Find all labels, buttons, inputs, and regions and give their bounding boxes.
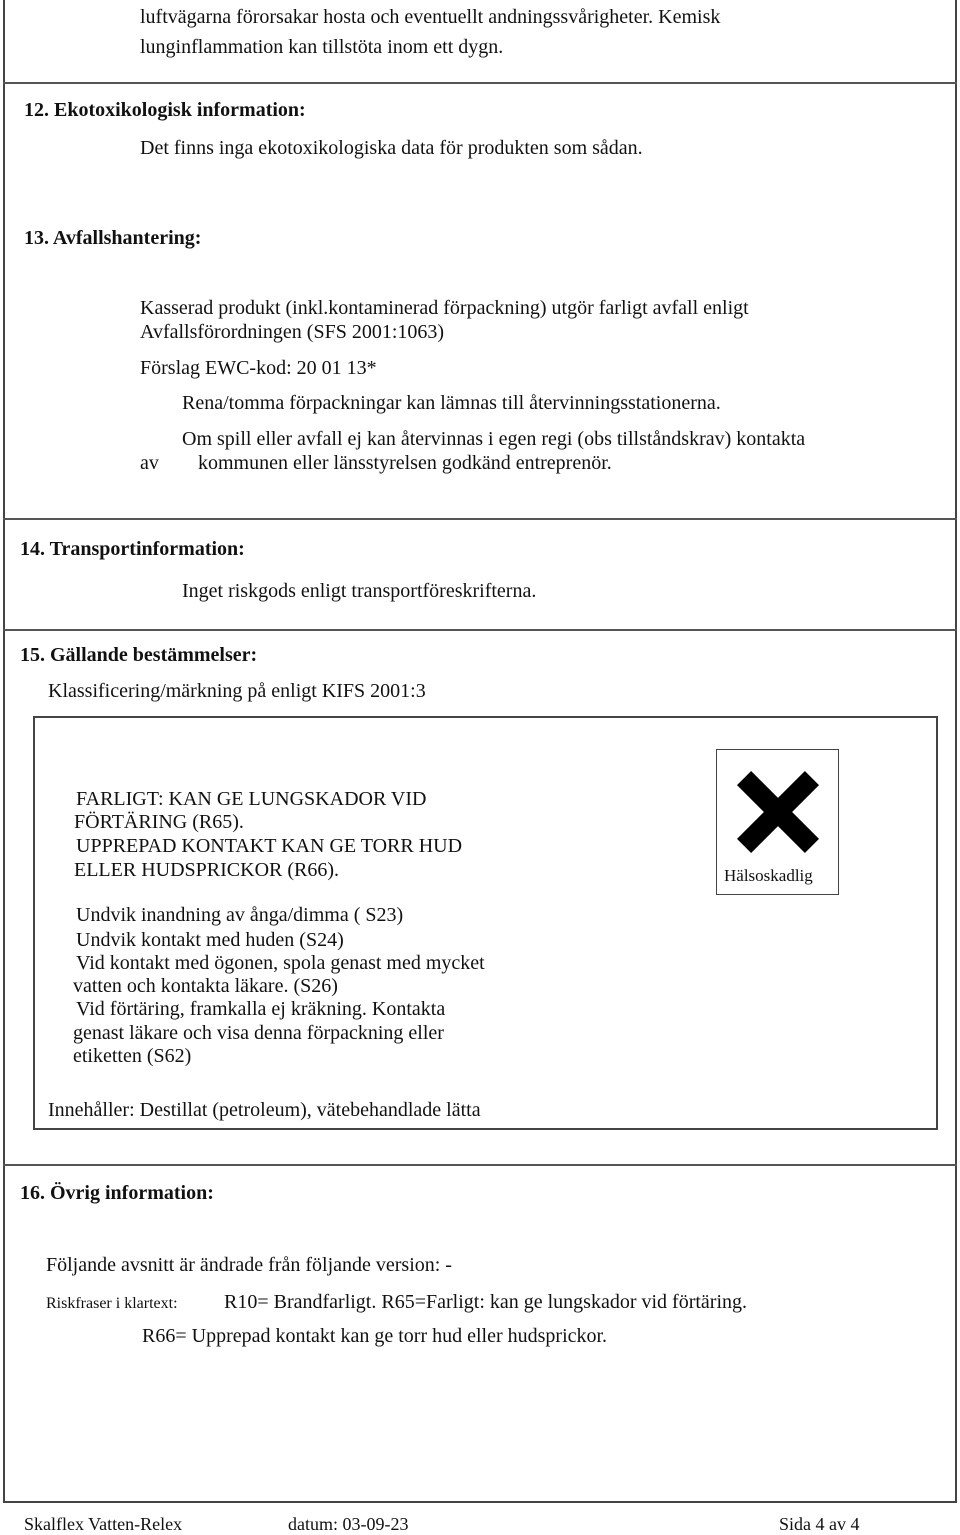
safety-phrase-2: Undvik kontakt med huden (S24) [76,929,344,951]
divider [3,82,957,84]
section-15-heading: 15. Gällande bestämmelser: [20,644,258,666]
rena-text: Rena/tomma förpackningar kan lämnas till återvinningsstationerna. [182,392,721,414]
spill-text-av: av [140,452,159,474]
safety-phrase-7: etiketten (S62) [73,1045,192,1067]
warning-line-3: UPPREPAD KONTAKT KAN GE TORR HUD [76,835,463,857]
safety-phrase-6: genast läkare och visa denna förpackning eller [73,1022,444,1044]
contains-text: Innehåller: Destillat (petroleum), vätebehandlade lätta [48,1099,481,1121]
section-14-heading: 14. Transportinformation: [20,538,245,560]
safety-phrase-5: Vid förtäring, framkalla ej kräkning. Kontakta [76,998,446,1020]
hazard-symbol-box [716,749,839,895]
safety-phrase-4: vatten och kontakta läkare. (S26) [73,975,338,997]
spill-text-line-2: kommunen eller länsstyrelsen godkänd entreprenör. [198,452,612,474]
section-15-subheading: Klassificering/märkning på enligt KIFS 2001:3 [48,680,426,702]
divider [3,1164,957,1166]
footer-date: datum: 03-09-23 [288,1514,409,1534]
risk-phrases-line-1: R10= Brandfarligt. R65=Farligt: kan ge lungskador vid förtäring. [224,1291,748,1313]
section-13-line-2: Avfallsförordningen (SFS 2001:1063) [140,321,445,343]
footer-page: Sida 4 av 4 [779,1514,860,1534]
warning-line-4: ELLER HUDSPRICKOR (R66). [74,859,340,881]
footer-product: Skalflex Vatten-Relex [24,1514,183,1534]
section-12-heading: 12. Ekotoxikologisk information: [24,99,306,121]
divider [3,518,957,520]
hazard-symbol-caption: Hälsoskadlig [724,866,813,885]
section-14-text: Inget riskgods enligt transportföreskrifterna. [182,580,537,602]
spill-text-line-1: Om spill eller avfall ej kan återvinnas i egen regi (obs tillståndskrav) kontakta [182,428,806,450]
risk-phrases-label: Riskfraser i klartext: [46,1295,178,1312]
warning-line-1: FARLIGT: KAN GE LUNGSKADOR VID [76,788,427,810]
ewc-code: Förslag EWC-kod: 20 01 13* [140,357,377,379]
safety-phrase-3: Vid kontakt med ögonen, spola genast med mycket [76,952,485,974]
risk-phrases-line-2: R66= Upprepad kontakt kan ge torr hud eller hudsprickor. [142,1325,608,1347]
hazard-x-icon [718,754,838,874]
warning-line-2: FÖRTÄRING (R65). [74,811,244,833]
section-13-heading: 13. Avfallshantering: [24,227,202,249]
top-text-line-1: luftvägarna förorsakar hosta och eventuellt andningssvårigheter. Kemisk [140,6,721,28]
safety-phrase-1: Undvik inandning av ånga/dimma ( S23) [76,904,404,926]
top-text-line-2: lunginflammation kan tillstöta inom ett dygn. [140,36,504,58]
section-16-heading: 16. Övrig information: [20,1182,214,1204]
section-12-text: Det finns inga ekotoxikologiska data för produkten som sådan. [140,137,643,159]
section-13-line-1: Kasserad produkt (inkl.kontaminerad förpackning) utgör farligt avfall enligt [140,297,749,319]
changed-versions-text: Följande avsnitt är ändrade från följande version: - [46,1254,452,1276]
divider [3,629,957,631]
